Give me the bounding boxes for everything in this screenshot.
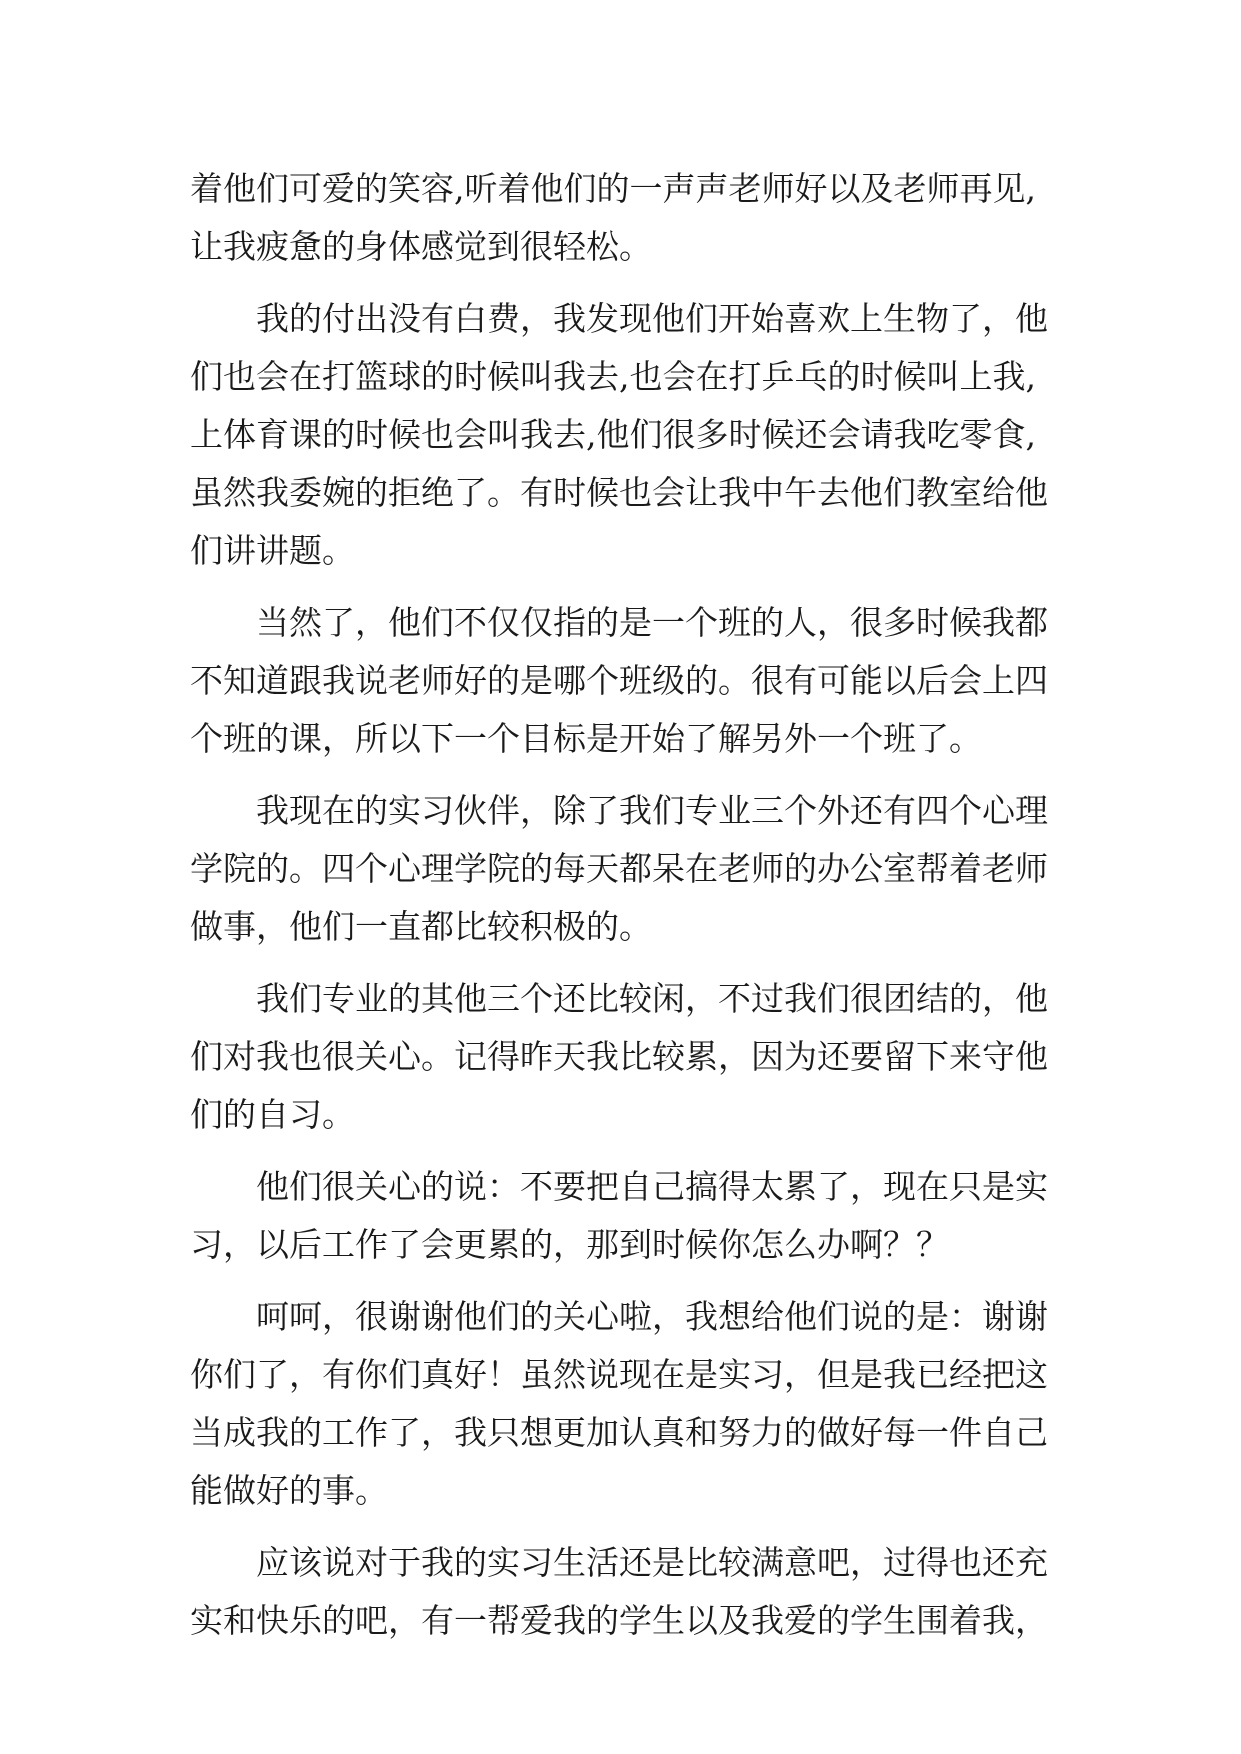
paragraph-6	[190, 1158, 1070, 1274]
text-line: 着他们可爱的笑容,听着他们的一声声老师好以及老师再见,	[190, 169, 1036, 208]
text-line: 习，以后工作了会更累的，那到时候你怎么办啊？？	[190, 1225, 949, 1264]
paragraph-7	[190, 1288, 1070, 1520]
text-line: 让我疲惫的身体感觉到很轻松。	[190, 227, 652, 266]
text-line: 当然了，他们不仅仅指的是一个班的人，很多时候我都	[190, 603, 1048, 642]
text-line: 当成我的工作了，我只想更加认真和努力的做好每一件自己	[190, 1413, 1048, 1452]
paragraph-3	[190, 594, 1070, 768]
text-line: 做事，他们一直都比较积极的。	[190, 907, 652, 946]
paragraph-2	[190, 290, 1070, 580]
text-line: 们对我也很关心。记得昨天我比较累，因为还要留下来守他	[190, 1037, 1048, 1076]
text-line: 应该说对于我的实习生活还是比较满意吧，过得也还充	[190, 1543, 1048, 1582]
text-line: 呵呵，很谢谢他们的关心啦，我想给他们说的是：谢谢	[190, 1297, 1048, 1336]
text-line: 们的自习。	[190, 1095, 355, 1134]
text-line: 我的付出没有白费，我发现他们开始喜欢上生物了，他	[190, 299, 1048, 338]
text-line: 不知道跟我说老师好的是哪个班级的。很有可能以后会上四	[190, 661, 1048, 700]
text-line: 上体育课的时候也会叫我去,他们很多时候还会请我吃零食,	[190, 415, 1036, 454]
text-line: 我们专业的其他三个还比较闲，不过我们很团结的，他	[190, 979, 1048, 1018]
text-line: 虽然我委婉的拒绝了。有时候也会让我中午去他们教室给他	[190, 473, 1048, 512]
paragraph-4	[190, 782, 1070, 956]
text-line: 能做好的事。	[190, 1471, 388, 1510]
document-body	[190, 160, 1070, 1650]
text-line: 实和快乐的吧，有一帮爱我的学生以及我爱的学生围着我，	[190, 1601, 1048, 1640]
paragraph-8	[190, 1534, 1070, 1650]
text-line: 他们很关心的说：不要把自己搞得太累了，现在只是实	[190, 1167, 1048, 1206]
paragraph-1	[190, 160, 1070, 276]
text-line: 个班的课，所以下一个目标是开始了解另外一个班了。	[190, 719, 982, 758]
text-line: 学院的。四个心理学院的每天都呆在老师的办公室帮着老师	[190, 849, 1048, 888]
text-line: 们也会在打篮球的时候叫我去,也会在打乒乓的时候叫上我,	[190, 357, 1036, 396]
paragraph-5	[190, 970, 1070, 1144]
text-line: 们讲讲题。	[190, 531, 355, 570]
text-line: 你们了，有你们真好！虽然说现在是实习，但是我已经把这	[190, 1355, 1048, 1394]
text-line: 我现在的实习伙伴，除了我们专业三个外还有四个心理	[190, 791, 1048, 830]
